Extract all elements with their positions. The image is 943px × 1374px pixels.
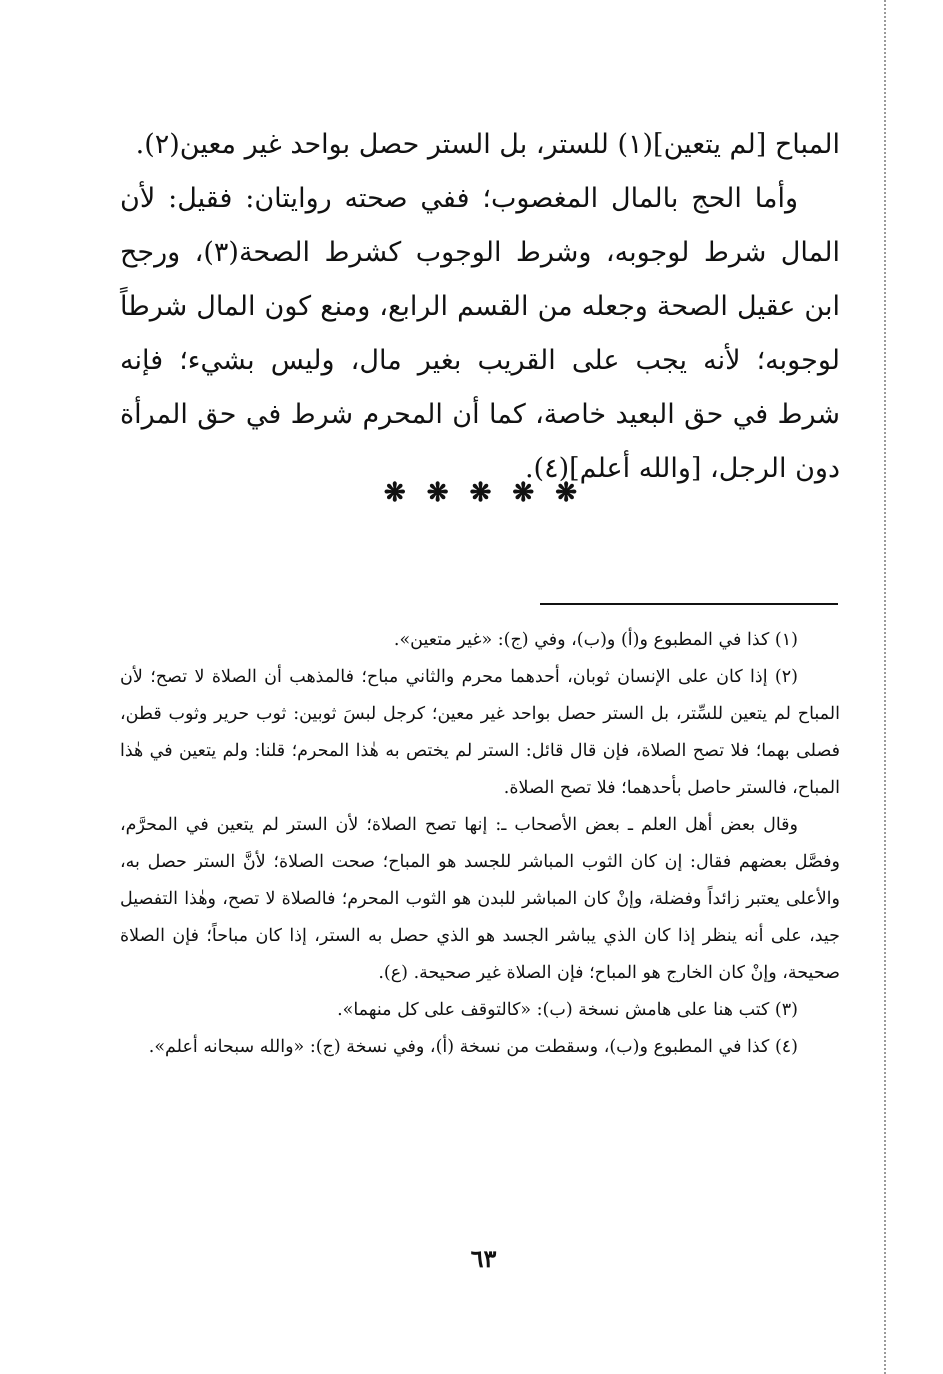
footnotes [120, 622, 840, 1066]
footnote-2-continued: وقال بعض أهل العلم ـ بعض الأصحاب ـ: إنها تصح الصلاة؛ لأن الستر لم يتعين في المحرَّم، وفصَّل بعضهم فقال: إن كان الثوب المباشر للجسد هو المباح؛ صحت الصلاة؛ لأنَّ الستر حصل به، والأعلى يعتبر زائداً وفضلة، وإنْ كان المباشر للبدن هو الثوب المحرم؛ فالصلاة لا تصح، وهٰذا التفصيل جيد، على أنه ينظر إذا كان الذي يباشر الجسد هو الذي حصل به الستر، إذا كان مباحاً؛ فإن الصلاة صحيحة، وإنْ كان الخارج هو المباح؛ فإن الصلاة غير صحيحة. (ع). [120, 815, 840, 983]
body-paragraph-2: وأما الحج بالمال المغصوب؛ ففي صحته روايتان: فقيل: لأن المال شرط لوجوبه، وشرط الوجوب كشرط الصحة(٣)، ورجح ابن عقيل الصحة وجعله من القسم الرابع، ومنع كون المال شرطاً لوجوبه؛ لأنه يجب على القريب بغير مال، وليس بشيء؛ فإنه شرط في حق البعيد خاصة، كما أن المحرم شرط في حق المرأة دون الرجل، [والله أعلم](٤). [120, 183, 840, 484]
footnote-3: (٣) كتب هنا على هامش نسخة (ب): «كالتوقف على كل منهما». [337, 1000, 798, 1020]
section-separator: ❋ ❋ ❋ ❋ ❋ [383, 478, 584, 508]
main-text [120, 118, 840, 496]
scan-margin-dots [884, 0, 886, 1374]
footnote-2: (٢) إذا كان على الإنسان ثوبان، أحدهما محرم والثاني مباح؛ فالمذهب أن الصلاة لا تصح؛ لأن المباح لم يتعين للسِّتر، بل الستر حصل بواحد غير معين؛ كرجل لبسَ ثوبين: ثوب حرير وثوب قطن، فصلى بهما؛ فلا تصح الصلاة، فإن قال قائل: الستر لم يختص به هٰذا المحرم؛ قلنا: ولم يتعين في هٰذا المباح، فالستر حاصل بأحدهما؛ فلا تصح الصلاة. [120, 667, 840, 798]
footnote-rule [540, 603, 838, 605]
body-paragraph-1: المباح [لم يتعين](١) للستر، بل الستر حصل بواحد غير معين(٢). [135, 129, 840, 160]
page-number: ٦٣ [470, 1244, 497, 1273]
footnote-4: (٤) كذا في المطبوع و(ب)، وسقطت من نسخة (أ)، وفي نسخة (ج): «والله سبحانه أعلم». [148, 1037, 798, 1057]
footnote-1: (١) كذا في المطبوع و(أ) و(ب)، وفي (ج): «غير متعين». [393, 630, 798, 650]
